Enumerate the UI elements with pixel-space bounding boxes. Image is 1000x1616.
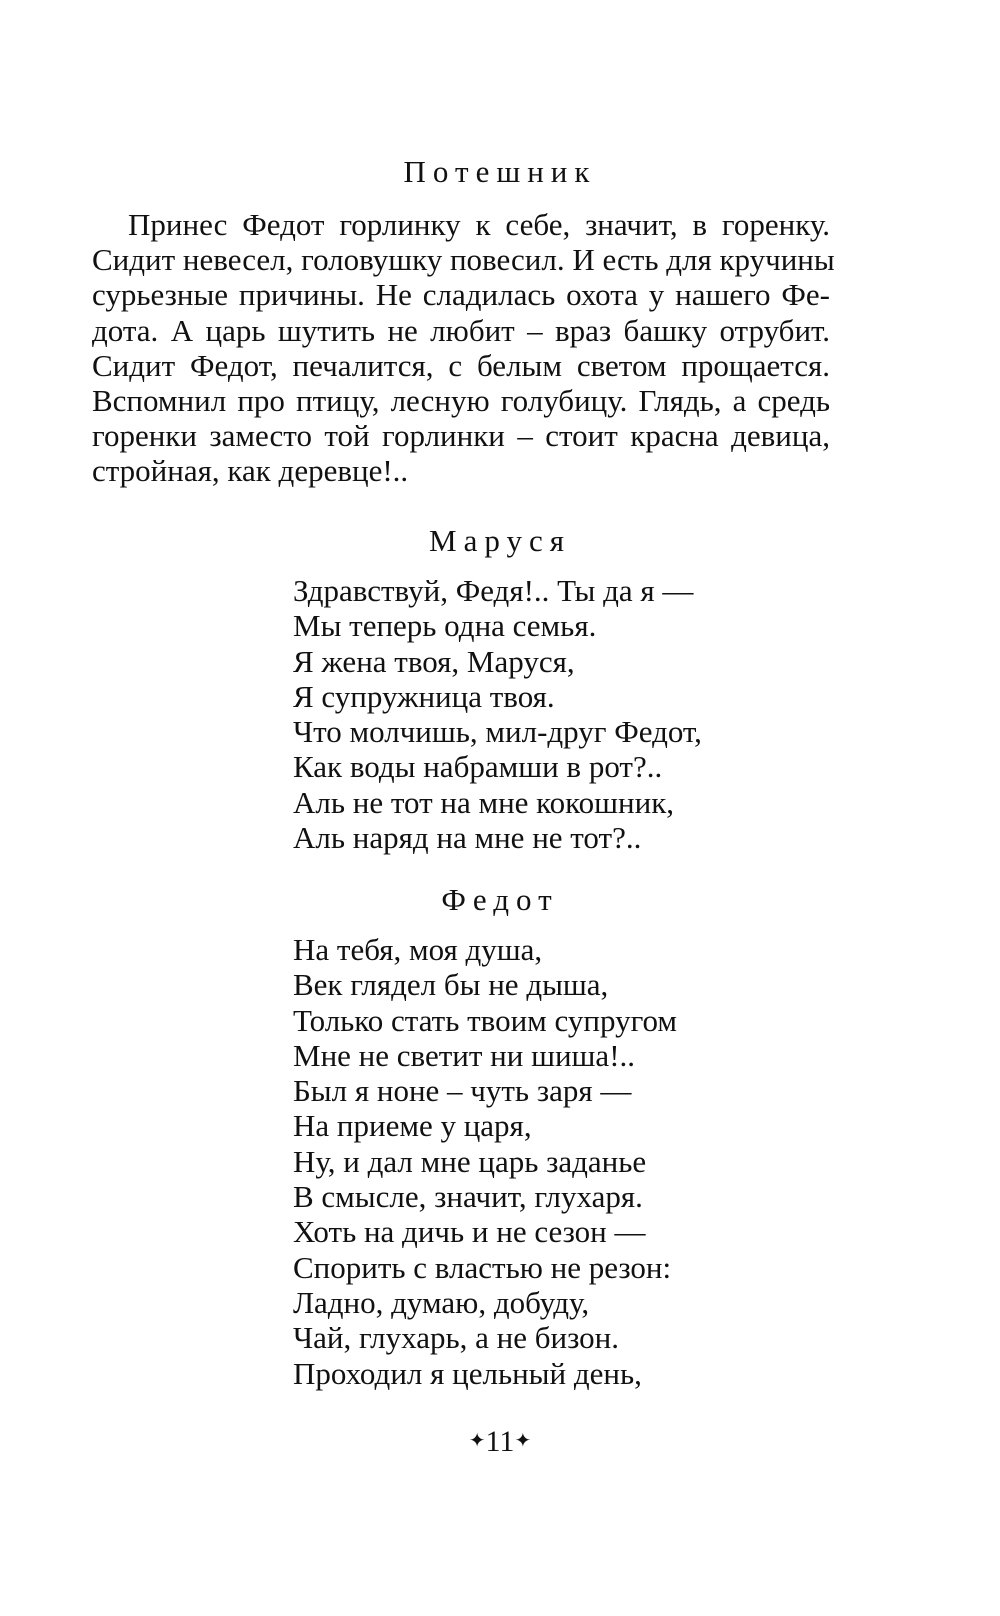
verse-line: Здравствуй, Федя!.. Ты да я — xyxy=(293,573,694,608)
speaker-heading-poteshnik: Потешник xyxy=(403,154,597,189)
verse-line: Спорить с властью не резон: xyxy=(293,1249,672,1285)
ornament-star-icon: ✦ xyxy=(514,1430,532,1452)
speaker-heading-fedot: Федот xyxy=(441,882,559,917)
prose-line: горенки заместо той горлинки – стоит красна девица, xyxy=(92,418,830,454)
verse-line: Аль не тот на мне кокошник, xyxy=(293,784,675,820)
prose-line: Сидит невесел, головушку повесил. И есть для кручины xyxy=(92,242,835,278)
ornament-star-icon: ✦ xyxy=(468,1430,486,1452)
page-number-footer xyxy=(0,1423,1000,1460)
prose-line: Вспомнил про птицу, лесную голубицу. Глядь, а средь xyxy=(92,382,830,418)
verse-line: Мы теперь одна семья. xyxy=(293,608,597,644)
verse-line: Я супружница твоя. xyxy=(293,678,555,714)
prose-line: Принес Федот горлинку к себе, значит, в горенку. xyxy=(128,207,830,242)
verse-line: Ну, и дал мне царь заданье xyxy=(293,1143,647,1179)
verse-line: Хоть на дичь и не сезон — xyxy=(293,1214,646,1250)
prose-line: сурьезные причины. Не сладилась охота у нашего Фе- xyxy=(92,277,830,313)
verse-line: Мне не светит ни шиша!.. xyxy=(293,1037,636,1073)
verse-line: На тебя, моя душа, xyxy=(293,932,543,967)
verse-line: Век глядел бы не дыша, xyxy=(293,967,609,1003)
verse-line: На приеме у царя, xyxy=(293,1108,532,1144)
prose-line: Сидит Федот, печалится, с белым светом прощается. xyxy=(92,347,830,383)
speaker-heading-marusya: Маруся xyxy=(429,523,571,558)
verse-stanza-fedot xyxy=(293,932,853,1391)
verse-line: Я жена твоя, Маруся, xyxy=(293,643,575,679)
verse-line: Что молчишь, мил-друг Федот, xyxy=(293,714,702,750)
prose-paragraph xyxy=(92,207,835,489)
verse-line: Был я ноне – чуть заря — xyxy=(293,1073,632,1109)
prose-line: дота. А царь шутить не любит – враз башку отрубит. xyxy=(92,312,830,348)
verse-line: Ладно, думаю, добуду, xyxy=(293,1284,590,1320)
prose-line: стройная, как деревце!.. xyxy=(92,453,409,489)
verse-line: Как воды набрамши в рот?.. xyxy=(293,749,663,785)
verse-line: Чай, глухарь, а не бизон. xyxy=(293,1320,619,1356)
verse-line: Проходил я цельный день, xyxy=(293,1355,642,1391)
verse-stanza-marusya xyxy=(293,573,853,855)
verse-line: В смысле, значит, глухаря. xyxy=(293,1179,643,1215)
verse-line: Аль наряд на мне не тот?.. xyxy=(293,820,642,856)
page-number: 11 xyxy=(485,1425,515,1458)
verse-line: Только стать твоим супругом xyxy=(293,1002,678,1038)
